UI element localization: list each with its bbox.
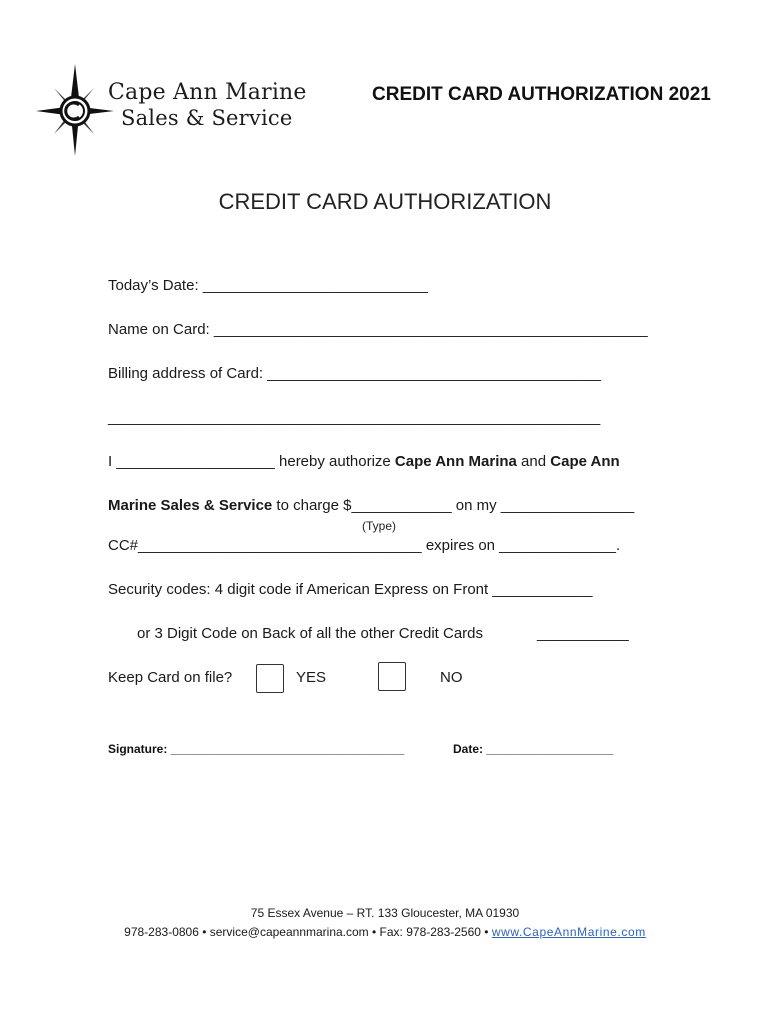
yes-label: YES xyxy=(296,669,327,686)
cc-number-field[interactable]: CC#__________________________________ expires on ______________. xyxy=(108,537,621,554)
type-label: (Type) xyxy=(362,519,397,533)
security-code-back-label: or 3 Digit Code on Back of all the other Credit Cards xyxy=(137,625,484,642)
company-name-line1: Cape Ann Marine xyxy=(108,80,307,105)
company-b-part1: Cape Ann xyxy=(550,453,620,470)
security-code-front-field[interactable]: Security codes: 4 digit code if American Express on Front ____________ xyxy=(108,581,593,598)
name-on-card-field[interactable]: Name on Card: ____________________________________________________ xyxy=(108,321,648,338)
company-name-line2: Sales & Service xyxy=(121,106,293,130)
footer-contact-text: 978-283-0806 • service@capeannmarina.com • Fax: 978-283-2560 • xyxy=(124,925,492,939)
authorization-line xyxy=(108,453,620,470)
todays-date-field[interactable]: Today’s Date: ___________________________ xyxy=(108,277,429,294)
keep-card-yes-checkbox[interactable] xyxy=(256,664,284,693)
header-title: CREDIT CARD AUTHORIZATION 2021 xyxy=(372,84,711,105)
website-link[interactable]: www.CapeAnnMarine.com xyxy=(491,925,646,939)
billing-address-line2-field[interactable]: ___________________________________________________________ xyxy=(108,409,601,426)
security-code-back-field[interactable]: ___________ xyxy=(537,625,629,642)
charge-line xyxy=(108,497,634,514)
charge-text[interactable]: to charge $____________ on my ________________ xyxy=(272,497,635,514)
signature-field[interactable]: Signature: ___________________________________ xyxy=(108,742,405,756)
footer-contact xyxy=(0,925,770,939)
date-field[interactable]: Date: ___________________ xyxy=(453,742,614,756)
compass-rose-icon xyxy=(34,62,116,158)
keep-card-no-checkbox[interactable] xyxy=(378,662,406,691)
and-text: and xyxy=(516,453,551,470)
billing-address-field[interactable]: Billing address of Card: ________________________________________ xyxy=(108,365,601,382)
footer-address: 75 Essex Avenue – RT. 133 Gloucester, MA 01930 xyxy=(250,906,520,920)
no-label: NO xyxy=(440,669,463,686)
company-a: Cape Ann Marina xyxy=(394,453,517,470)
authorize-prefix[interactable]: I ___________________ hereby authorize xyxy=(108,453,395,470)
company-b-part2: Marine Sales & Service xyxy=(108,497,273,514)
page-title: CREDIT CARD AUTHORIZATION xyxy=(218,189,552,214)
keep-card-label: Keep Card on file? xyxy=(108,669,233,686)
